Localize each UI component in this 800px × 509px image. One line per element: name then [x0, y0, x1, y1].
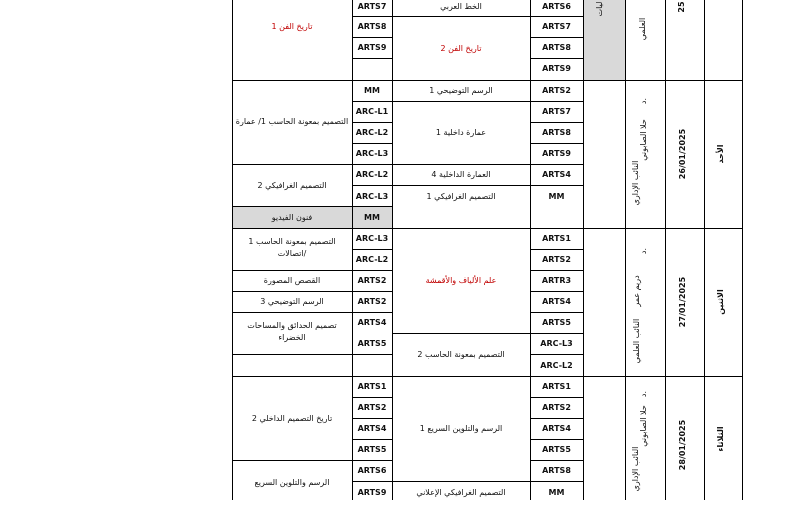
- course-name: الرسم التوضيحي 1: [429, 86, 493, 95]
- course-name: فنون الفيديو: [271, 213, 313, 222]
- course-code: ARTS8: [542, 466, 571, 475]
- course-name: العمارة الداخلية 4: [431, 170, 491, 179]
- course-code: ARTS4: [542, 424, 571, 433]
- course-name: الخط العربي: [440, 2, 482, 11]
- course-name: القصص المصورة: [263, 276, 321, 285]
- day-label: الاثنين: [716, 289, 725, 315]
- course-code: ARC-L2: [355, 170, 389, 179]
- course-code: MM: [548, 192, 565, 201]
- supervisor-role: النائب الإداري: [631, 160, 640, 206]
- course-code: ARTS9: [542, 149, 571, 158]
- course-code: ARTS4: [542, 170, 571, 179]
- course-name: الرسم والتلوين السريع: [254, 478, 330, 487]
- course-code: ARC-L3: [355, 192, 389, 201]
- course-code: ARTS8: [542, 43, 571, 52]
- course-code: ARTS2: [357, 403, 387, 412]
- date-label: 27/01/2025: [678, 276, 687, 328]
- supervisor-name: حلا الصابوني: [639, 405, 648, 447]
- course-code: MM: [548, 488, 565, 497]
- course-code: MM: [364, 86, 380, 95]
- course-name: تاريخ الفن 2: [440, 44, 482, 53]
- date-label: 25: [677, 1, 686, 13]
- course-name: الخضراء: [278, 333, 306, 342]
- course-code: ARTS1: [357, 382, 387, 391]
- course-code: ARTS5: [357, 339, 387, 348]
- supervisor-title: د.: [639, 247, 648, 255]
- course-name: اتصالات/: [277, 249, 307, 258]
- course-code: ARTS4: [357, 424, 387, 433]
- course-code: ARC-L2: [540, 361, 573, 370]
- supervisor-role: النائب الإداري: [631, 446, 640, 492]
- course-name: التصميم الغرافيكي 2: [257, 181, 327, 190]
- course-code: ARTS5: [357, 445, 387, 454]
- course-code: ARTR3: [541, 276, 572, 285]
- day-label: الأحد: [716, 144, 725, 164]
- supervisor-name: حلا الصابوني: [639, 119, 648, 161]
- course-code: ARTS2: [542, 86, 571, 95]
- course-code: ARTS8: [542, 128, 571, 137]
- course-code: ARC-L2: [355, 255, 389, 264]
- course-code: ARC-L3: [355, 234, 389, 243]
- course-code: ARC-L1: [355, 107, 389, 116]
- date-label: 26/01/2025: [678, 128, 687, 180]
- course-code: ARTS9: [357, 43, 387, 52]
- course-code: ARC-L3: [540, 339, 573, 348]
- course-code: ARTS7: [542, 107, 571, 116]
- supervisor-name: دريم عمر: [632, 275, 641, 307]
- supervisor-role: العلمي: [638, 17, 647, 41]
- course-code: ARTS6: [357, 466, 387, 475]
- course-code: ARTS2: [542, 403, 571, 412]
- course-name: الرسم التوضيحي 3: [260, 297, 324, 306]
- course-name: التصميم الغرافيكي 1: [426, 192, 496, 201]
- course-code: ARTS4: [542, 297, 571, 306]
- course-name: التصميم بمعونة الحاسب 1/ عمارة: [235, 117, 349, 126]
- course-name: التصميم الغرافيكي الإعلاني: [416, 488, 506, 497]
- course-name: تاريخ التصميم الداخلي 2: [251, 414, 333, 423]
- course-code: ARTS5: [542, 445, 571, 454]
- course-code: ARTS5: [542, 318, 571, 327]
- course-name: التصميم بمعونة الحاسب 2: [417, 350, 505, 359]
- course-code: ARTS1: [542, 234, 571, 243]
- course-code: MM: [364, 213, 380, 222]
- supervisor-extra: ليات: [595, 1, 604, 17]
- course-code: ARC-L3: [355, 149, 389, 158]
- supervisor-title: د.: [639, 97, 648, 105]
- supervisor-role: النائب العلمي: [632, 318, 641, 364]
- course-code: ARTS2: [542, 255, 571, 264]
- course-code: ARTS9: [542, 64, 571, 73]
- course-name: تصميم الحدائق والمساحات: [247, 321, 337, 330]
- course-code: ARTS2: [357, 297, 387, 306]
- date-label: 28/01/2025: [678, 419, 687, 471]
- course-code: ARTS6: [542, 2, 571, 11]
- course-code: ARC-L2: [355, 128, 389, 137]
- course-code: ARTS4: [357, 318, 387, 327]
- course-name: التصميم بمعونة الحاسب 1: [248, 237, 336, 246]
- course-code: ARTS9: [357, 488, 387, 497]
- supervisor-title: د.: [639, 390, 648, 398]
- course-code: ARTS2: [357, 276, 387, 285]
- course-code: ARTS8: [357, 22, 387, 31]
- course-name: علم الألياف والأقمشة: [425, 276, 497, 285]
- course-name: الرسم والتلوين السريع 1: [419, 424, 503, 433]
- course-name: تاريخ الفن 1: [271, 22, 313, 31]
- course-name: عمارة داخلية 1: [435, 128, 487, 137]
- day-label: الثلاثاء: [716, 426, 725, 452]
- course-code: ARTS7: [357, 2, 387, 11]
- course-code: ARTS1: [542, 382, 571, 391]
- course-code: ARTS7: [542, 22, 571, 31]
